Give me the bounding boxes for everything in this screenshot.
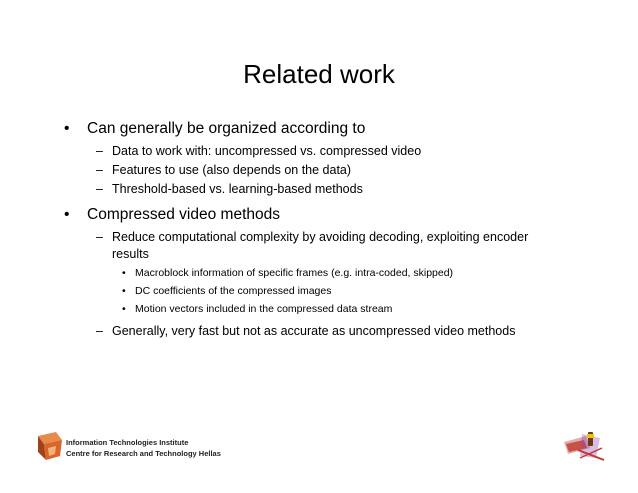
footer-institute (66, 437, 221, 459)
sub-bullet-text: Data to work with: uncompressed vs. compressed video (112, 144, 422, 158)
dash-marker: – (96, 163, 103, 177)
sub-sub-bullet-text: DC coefficients of the compressed images (135, 285, 332, 297)
bullet-marker: • (122, 303, 126, 315)
sub-bullet-text: Generally, very fast but not as accurate as uncompressed video methods (112, 324, 516, 338)
bullet-marker: • (122, 267, 126, 279)
bullet-text: Compressed video methods (87, 206, 280, 223)
sub-sub-bullet-text: Macroblock information of specific frames (e.g. intra-coded, skipped) (135, 267, 454, 279)
slide-title: Related work (243, 59, 395, 89)
footer-line-2: Centre for Research and Technology Hellas (66, 449, 221, 458)
sub-bullet-text: Reduce computational complexity by avoiding decoding, exploiting encoder (112, 230, 529, 244)
footer-line-1: Information Technologies Institute (66, 438, 189, 447)
bullet-marker: • (64, 206, 70, 223)
project-logo-icon (560, 428, 606, 464)
dash-marker: – (96, 230, 103, 244)
sub-bullet-text-continuation: results (112, 247, 149, 261)
bullet-text: Can generally be organized according to (87, 120, 366, 137)
sub-bullet-text: Threshold-based vs. learning-based methods (112, 182, 363, 196)
iti-cube-logo-icon (34, 430, 64, 462)
sub-sub-bullet-text: Motion vectors included in the compressed data stream (135, 303, 393, 315)
bullet-marker: • (64, 120, 70, 137)
dash-marker: – (96, 324, 103, 338)
bullet-marker: • (122, 285, 126, 297)
dash-marker: – (96, 182, 103, 196)
dash-marker: – (96, 144, 103, 158)
sub-bullet-text: Features to use (also depends on the data) (112, 163, 352, 177)
